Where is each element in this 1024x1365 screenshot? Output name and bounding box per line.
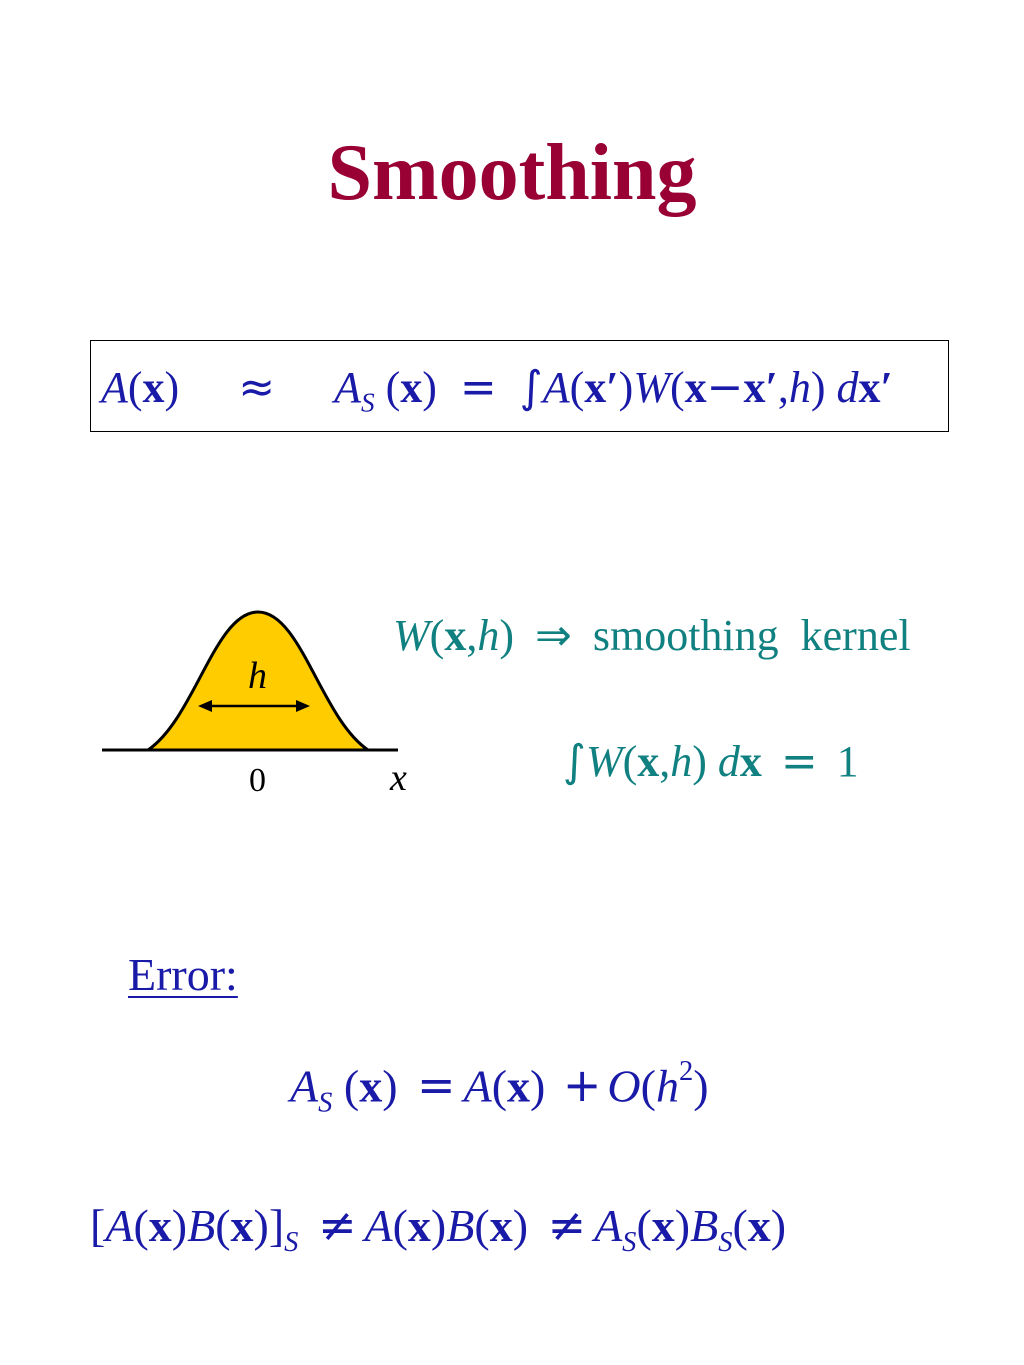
integral-symbol: ∫: [519, 362, 543, 413]
symbol-x: x: [489, 1200, 513, 1251]
normalization-value: 1: [836, 737, 859, 786]
implies-arrow: ⇒: [534, 610, 572, 661]
symbol-x: x: [444, 611, 467, 660]
symbol-A: A: [364, 1200, 393, 1251]
symbol-h: h: [788, 363, 811, 412]
symbol-B: B: [690, 1200, 719, 1251]
subscript-S: S: [718, 1226, 733, 1258]
symbol-x: x: [747, 1200, 771, 1251]
symbol-x-prime: x′: [858, 363, 893, 412]
minus-symbol: −: [706, 362, 744, 413]
symbol-W: W: [633, 363, 670, 412]
symbol-x: x: [684, 363, 707, 412]
definition-box: [90, 340, 949, 432]
subscript-S: S: [318, 1087, 333, 1119]
product-equation: $[A(x)B(x)]_S \ne A(x)B(x) \ne A_S(x)B_S(x)$: [90, 1198, 787, 1258]
symbol-x: x: [359, 1060, 383, 1112]
not-equal-symbol: ≠: [547, 1198, 587, 1252]
symbol-d: d: [717, 737, 740, 786]
equals-symbol: =: [780, 736, 818, 787]
symbol-x: x: [739, 737, 762, 786]
error-label: Error:: [128, 949, 238, 1000]
x-axis-label: x: [390, 757, 407, 799]
approx-symbol: ≈: [238, 362, 276, 413]
symbol-A: A: [463, 1060, 492, 1112]
symbol-A: A: [542, 363, 570, 412]
symbol-x: x: [142, 363, 165, 412]
error-equation: $A_S$ $(x) = A(x) + O(h^2)$: [290, 1056, 709, 1119]
slide-title: Smoothing: [327, 129, 697, 217]
integral-symbol: ∫: [563, 736, 586, 787]
kernel-definition: W(x,h) ⇒ smoothing kernel: [393, 610, 911, 661]
symbol-x: x: [651, 1200, 675, 1251]
origin-label: 0: [249, 762, 266, 799]
symbol-d: d: [836, 363, 859, 412]
not-equal-symbol: ≠: [317, 1198, 357, 1252]
subscript-S: S: [360, 387, 375, 418]
symbol-x: x: [407, 1200, 431, 1251]
symbol-x: x: [400, 363, 423, 412]
symbol-B: B: [446, 1200, 475, 1251]
symbol-B: B: [187, 1200, 216, 1251]
symbol-W: W: [393, 611, 430, 660]
symbol-x: x: [148, 1200, 172, 1251]
kernel-description: smoothing kernel: [592, 611, 911, 660]
symbol-O: O: [607, 1060, 641, 1112]
exponent-2: 2: [678, 1056, 694, 1087]
equals-symbol: =: [417, 1058, 456, 1113]
symbol-A: A: [290, 1060, 319, 1112]
symbol-h: h: [670, 737, 693, 786]
symbol-x-prime: x′: [743, 363, 778, 412]
subscript-S: S: [622, 1226, 637, 1258]
symbol-A: A: [105, 1200, 134, 1251]
symbol-x: x: [507, 1060, 531, 1112]
symbol-W: W: [585, 737, 623, 786]
symbol-x: x: [637, 737, 660, 786]
equals-symbol: =: [459, 362, 497, 413]
symbol-A: A: [101, 363, 128, 412]
plus-symbol: +: [562, 1058, 602, 1113]
symbol-x-prime: x′: [584, 363, 619, 412]
normalization-equation: ∫W(x,h) dx = 1: [563, 736, 859, 787]
symbol-h: h: [655, 1060, 679, 1112]
symbol-x: x: [230, 1200, 254, 1251]
symbol-h: h: [477, 611, 500, 660]
symbol-A: A: [594, 1200, 623, 1251]
kernel-width-label: h: [248, 655, 267, 697]
symbol-A-smoothed: A: [334, 363, 361, 412]
subscript-S: S: [284, 1226, 299, 1258]
definition-equation: $A(x) \approx A_S$ (x) = ∫A(x′)W(x−x′,h) dx′: [101, 362, 893, 418]
